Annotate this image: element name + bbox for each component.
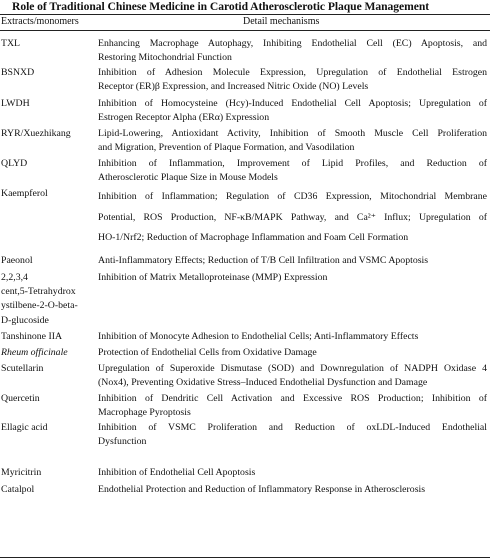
mechanism-line: Inhibition of Dendritic Cell Activation and Excessive ROS Production; Inhibition of bbox=[98, 393, 487, 404]
compound-name-line: QLYD bbox=[1, 158, 28, 169]
row-compound bbox=[1, 187, 97, 201]
row-compound bbox=[1, 254, 97, 268]
row-mechanism bbox=[98, 187, 487, 249]
compound-name-line: Scutellarin bbox=[1, 363, 44, 374]
compound-name-line: Quercetin bbox=[1, 393, 40, 404]
row-mechanism bbox=[98, 66, 487, 94]
row-mechanism bbox=[98, 97, 487, 125]
row-mechanism bbox=[98, 271, 487, 285]
row-compound bbox=[1, 97, 97, 111]
compound-name-line: 2,2,3,4 bbox=[1, 272, 28, 283]
row-compound bbox=[1, 483, 97, 497]
mechanism-line: Estrogen Receptor Alpha (ERα) Expression bbox=[98, 112, 270, 124]
row-compound bbox=[1, 466, 97, 480]
row-mechanism bbox=[98, 127, 487, 155]
row-compound bbox=[1, 37, 97, 51]
row-compound bbox=[1, 362, 97, 376]
mechanism-line: and Migration, Prevention of Plaque Formation, and Vasodilation bbox=[98, 142, 355, 154]
header-mechanisms: Detail mechanisms bbox=[243, 16, 320, 27]
mechanism-line: Atherosclerotic Plaque Size in Mouse Models bbox=[98, 172, 278, 184]
bottom-rule bbox=[0, 557, 490, 558]
mechanism-line: Inhibition of Inflammation, Improvement of Lipid Profiles, and Reduction of bbox=[98, 158, 487, 169]
row-mechanism bbox=[98, 483, 487, 497]
header-rule bbox=[0, 30, 490, 31]
row-compound bbox=[1, 66, 97, 80]
compound-name-line: TXL bbox=[1, 38, 21, 49]
mechanism-line: Upregulation of Superoxide Dismutase (SOD) and Downregulation of NADPH Oxidase 4 bbox=[98, 363, 487, 374]
mechanism-line: Inhibition of Monocyte Adhesion to Endothelial Cells; Anti-Inflammatory Effects bbox=[98, 331, 419, 342]
row-compound bbox=[1, 127, 97, 141]
mechanism-line: Inhibition of VSMC Proliferation and Reduction of oxLDL-Induced Endothelial bbox=[98, 422, 487, 433]
compound-name-line: Myricitrin bbox=[1, 467, 42, 478]
row-compound bbox=[1, 346, 97, 360]
mechanism-line: Lipid-Lowering, Antioxidant Activity, Inhibition of Smooth Muscle Cell Proliferation bbox=[98, 128, 487, 139]
row-mechanism bbox=[98, 466, 487, 480]
table-title: Role of Traditional Chinese Medicine in Carotid Atherosclerotic Plaque Management bbox=[12, 0, 430, 13]
header-extracts: Extracts/monomers bbox=[1, 16, 79, 27]
compound-name-line: RYR/Xuezhikang bbox=[1, 128, 71, 139]
mechanism-line: Inhibition of Matrix Metalloproteinase (MMP) Expression bbox=[98, 272, 328, 283]
row-compound bbox=[1, 157, 97, 171]
compound-name-line: cent,5-Tetrahydrox bbox=[1, 286, 76, 298]
mechanism-line: (Nox4), Preventing Oxidative Stress–Induced Endothelial Dysfunction and Damage bbox=[98, 377, 428, 389]
mechanism-line: Potential, ROS Production, NF-κB/MAPK Pathway, and Ca²⁺ Influx; Upregulation of bbox=[98, 211, 487, 223]
row-mechanism bbox=[98, 157, 487, 185]
compound-name-line: Paeonol bbox=[1, 255, 33, 266]
mechanism-line: Inhibition of Endothelial Cell Apoptosis bbox=[98, 467, 256, 478]
row-compound bbox=[1, 392, 97, 406]
mechanism-line: Inhibition of Inflammation; Regulation of CD36 Expression, Mitochondrial Membrane bbox=[98, 191, 487, 202]
row-mechanism bbox=[98, 392, 487, 420]
mechanism-line: Dysfunction bbox=[98, 436, 147, 448]
compound-name-line: LWDH bbox=[1, 98, 30, 109]
row-compound bbox=[1, 330, 97, 344]
mechanism-line: Restoring Mitochondrial Function bbox=[98, 52, 232, 64]
compound-name-line: BSNXD bbox=[1, 67, 35, 78]
row-mechanism bbox=[98, 362, 487, 390]
row-compound bbox=[1, 271, 97, 328]
row-mechanism bbox=[98, 330, 487, 344]
row-mechanism bbox=[98, 346, 487, 360]
row-mechanism bbox=[98, 254, 487, 268]
mechanism-line: Protection of Endothelial Cells from Oxidative Damage bbox=[98, 347, 317, 358]
compound-name-line: Ellagic acid bbox=[1, 422, 48, 433]
mechanism-line: Enhancing Macrophage Autophagy, Inhibiting Endothelial Cell (EC) Apoptosis, and bbox=[98, 38, 487, 49]
mechanism-line: Endothelial Protection and Reduction of Inflammatory Response in Atherosclerosis bbox=[98, 484, 426, 495]
mechanism-line: Inhibition of Adhesion Molecule Expression, Upregulation of Endothelial Estrogen bbox=[98, 67, 487, 78]
mechanism-line: Anti-Inflammatory Effects; Reduction of T/B Cell Infiltration and VSMC Apoptosis bbox=[98, 255, 429, 266]
row-compound bbox=[1, 421, 97, 435]
compound-name-line: Catalpol bbox=[1, 484, 35, 495]
mechanism-line: HO-1/Nrf2; Reduction of Macrophage Inflammation and Foam Cell Formation bbox=[98, 232, 409, 244]
compound-name-line: D-glucoside bbox=[1, 314, 49, 326]
compound-name-line: ystilbene-2-O-beta- bbox=[1, 300, 78, 312]
compound-name-line: Kaempferol bbox=[1, 188, 48, 199]
row-mechanism bbox=[98, 37, 487, 65]
compound-name-line: Rheum officinale bbox=[1, 347, 68, 358]
mechanism-line: Receptor (ER)β Expression, and Increased Nitric Oxide (NO) Levels bbox=[98, 81, 369, 93]
mechanism-line: Inhibition of Homocysteine (Hcy)-Induced Endothelial Cell Apoptosis; Upregulation of bbox=[98, 98, 487, 109]
row-mechanism bbox=[98, 421, 487, 449]
compound-name-line: Tanshinone IIA bbox=[1, 331, 63, 342]
mechanism-line: Macrophage Pyroptosis bbox=[98, 407, 191, 419]
